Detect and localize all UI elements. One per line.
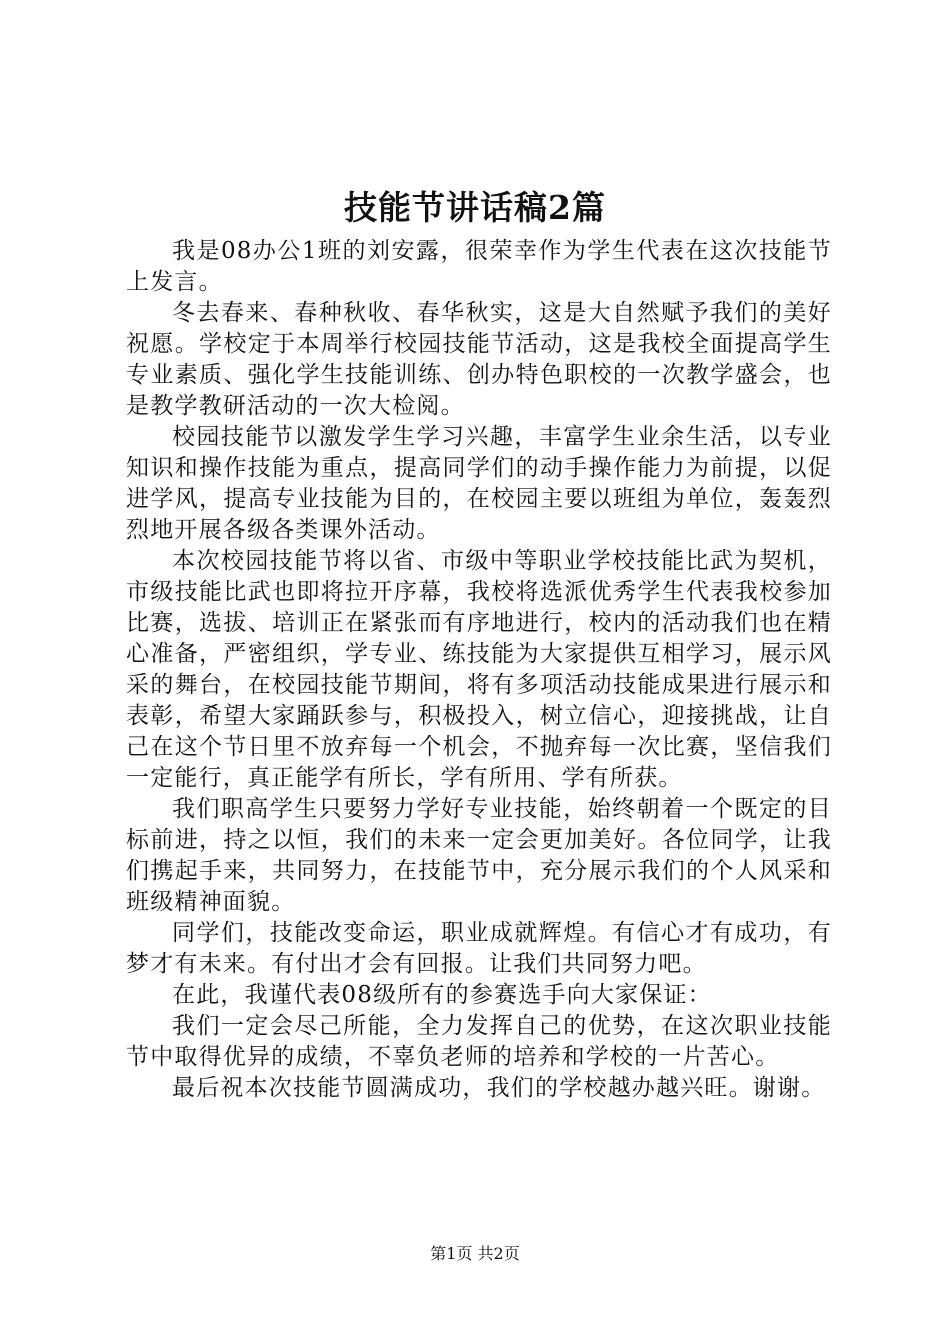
paragraph-7: 在此，我谨代表08级所有的参赛选手向大家保证：	[172, 982, 712, 1008]
paragraph-5: 我们职高学生只要努力学好专业技能，始终朝着一个既定的目标前进，持之以恒，我们的未来一定会更加美好。各位同学，让我们携起手来，共同努力，在技能节中，充分展示我们的个人风采和班级精神面貌。	[126, 796, 832, 915]
document-title: 技能节讲话稿2篇	[344, 188, 606, 227]
paragraph-8: 我们一定会尽己所能，全力发挥自己的优势，在这次职业技能节中取得优异的成绩，不辜负老师的培养和学校的一片苦心。	[126, 1013, 832, 1070]
paragraph-2: 冬去春来、春种秋收、春华秋实，这是大自然赋予我们的美好祝愿。学校定于本周举行校园技能节活动，这是我校全面提高学生专业素质、强化学生技能训练、创办特色职校的一次教学盛会，也是教学教研活动的一次大检阅。	[126, 300, 832, 419]
paragraph-3: 校园技能节以激发学生学习兴趣，丰富学生业余生活，以专业知识和操作技能为重点，提高同学们的动手操作能力为前提，以促进学风，提高专业技能为目的，在校园主要以班组为单位，轰轰烈烈地开展各级各类课外活动。	[126, 424, 832, 543]
paragraph-9: 最后祝本次技能节圆满成功，我们的学校越办越兴旺。谢谢。	[172, 1075, 826, 1101]
paragraph-1: 我是08办公1班的刘安露，很荣幸作为学生代表在这次技能节上发言。	[126, 238, 832, 295]
document-body	[126, 236, 832, 1104]
paragraph-4: 本次校园技能节将以省、市级中等职业学校技能比武为契机，市级技能比武也即将拉开序幕，我校将选派优秀学生代表我校参加比赛，选拔、培训正在紧张而有序地进行，校内的活动我们也在精心准备，严密组织，学专业、练技能为大家提供互相学习，展示风采的舞台，在校园技能节期间，将有多项活动技能成果进行展示和表彰，希望大家踊跃参与，积极投入，树立信心，迎接挑战，让自己在这个节日里不放弃每一个机会，不抛弃每一次比赛，坚信我们一定能行，真正能学有所长，学有所用、学有所获。	[126, 548, 832, 791]
paragraph-6: 同学们，技能改变命运，职业成就辉煌。有信心才有成功，有梦才有未来。有付出才会有回报。让我们共同努力吧。	[126, 920, 832, 977]
page-footer: 第1页 共2页	[430, 1244, 520, 1263]
